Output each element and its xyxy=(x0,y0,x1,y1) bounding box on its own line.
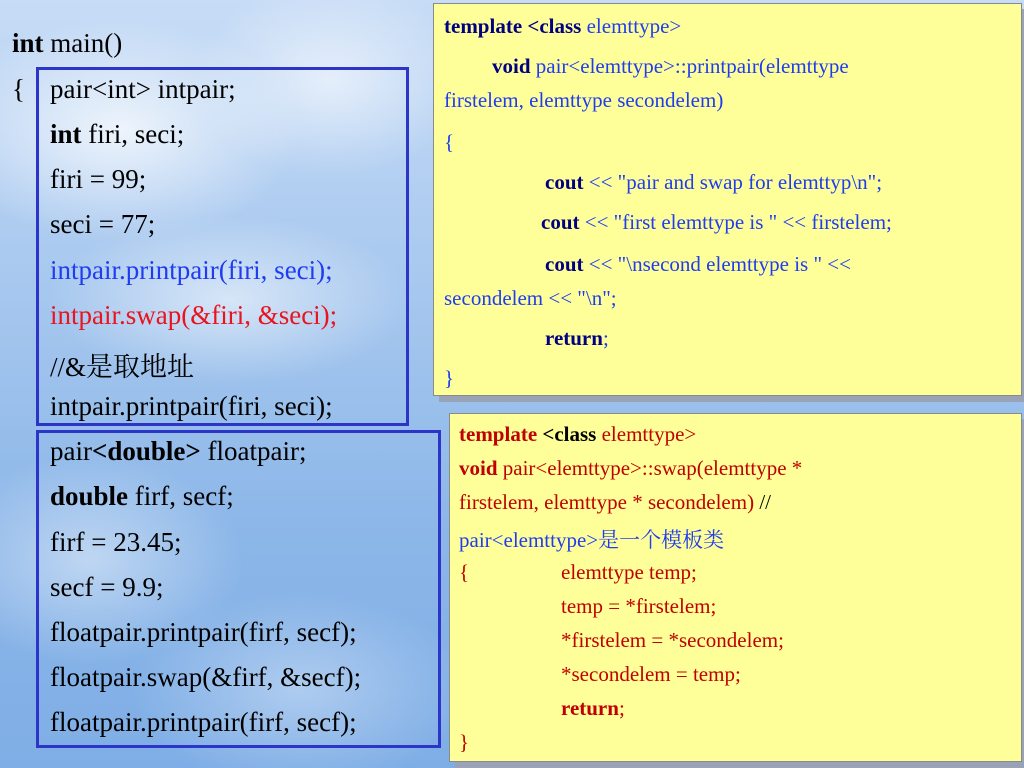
note-line: firstelem, elemttype secondelem) xyxy=(444,88,724,112)
note-line: return; xyxy=(545,326,609,350)
code-line: secf = 9.9; xyxy=(50,572,164,602)
code-line: firi = 99; xyxy=(50,164,147,194)
code-comment: //&是取地址 xyxy=(50,352,195,382)
note-line: template <class elemttype> xyxy=(459,422,697,446)
note-line: temp = *firstelem; xyxy=(561,594,717,618)
code-line: int firi, seci; xyxy=(50,119,185,149)
code-open-brace: { xyxy=(12,74,25,104)
note-line: return; xyxy=(561,696,625,720)
note-line: cout << "first elemttype is " << firstelem; xyxy=(541,210,892,234)
printpair-definition-note xyxy=(433,3,1022,396)
code-line: floatpair.printpair(firf, secf); xyxy=(50,707,357,737)
code-line-swap-call: intpair.swap(&firi, &seci); xyxy=(50,300,338,330)
note-line: elemttype temp; xyxy=(561,560,697,584)
keyword-double: double xyxy=(50,481,129,511)
keyword-int: int xyxy=(12,28,44,58)
note-line: cout << "\nsecond elemttype is " << xyxy=(545,252,851,276)
code-line: floatpair.swap(&firf, &secf); xyxy=(50,662,362,692)
code-line: seci = 77; xyxy=(50,209,156,239)
note-line: firstelem, elemttype * secondelem) // xyxy=(459,490,771,514)
code-line: floatpair.printpair(firf, secf); xyxy=(50,617,357,647)
note-line: void pair<elemttype>::printpair(elemttype xyxy=(492,54,849,78)
keyword-double-template-arg: <double> xyxy=(91,436,201,466)
main-code-block xyxy=(0,0,440,768)
code-line-printpair-call: intpair.printpair(firi, seci); xyxy=(50,255,333,285)
note-close-brace: } xyxy=(459,730,470,754)
code-line: intpair.printpair(firi, seci); xyxy=(50,391,333,421)
note-line: { xyxy=(444,130,455,154)
note-comment-template-class: pair<elemttype>是一个模板类 xyxy=(459,528,725,552)
note-line: cout << "pair and swap for elemttyp\n"; xyxy=(545,170,883,194)
keyword-int: int xyxy=(50,119,82,149)
code-line: firf = 23.45; xyxy=(50,527,182,557)
note-open-brace: { xyxy=(459,560,470,584)
code-line: pair<double> floatpair; xyxy=(50,436,307,466)
code-line: pair<int> intpair; xyxy=(50,74,236,104)
note-line: secondelem << "\n"; xyxy=(444,286,617,310)
note-line: } xyxy=(444,366,455,390)
note-line: *firstelem = *secondelem; xyxy=(561,628,784,652)
code-line-main-signature: int main() xyxy=(12,28,123,58)
note-line: *secondelem = temp; xyxy=(561,662,741,686)
note-line: void pair<elemttype>::swap(elemttype * xyxy=(459,456,803,480)
note-line: template <class elemttype> xyxy=(444,14,682,38)
swap-definition-note xyxy=(449,413,1022,762)
code-line: double firf, secf; xyxy=(50,481,234,511)
